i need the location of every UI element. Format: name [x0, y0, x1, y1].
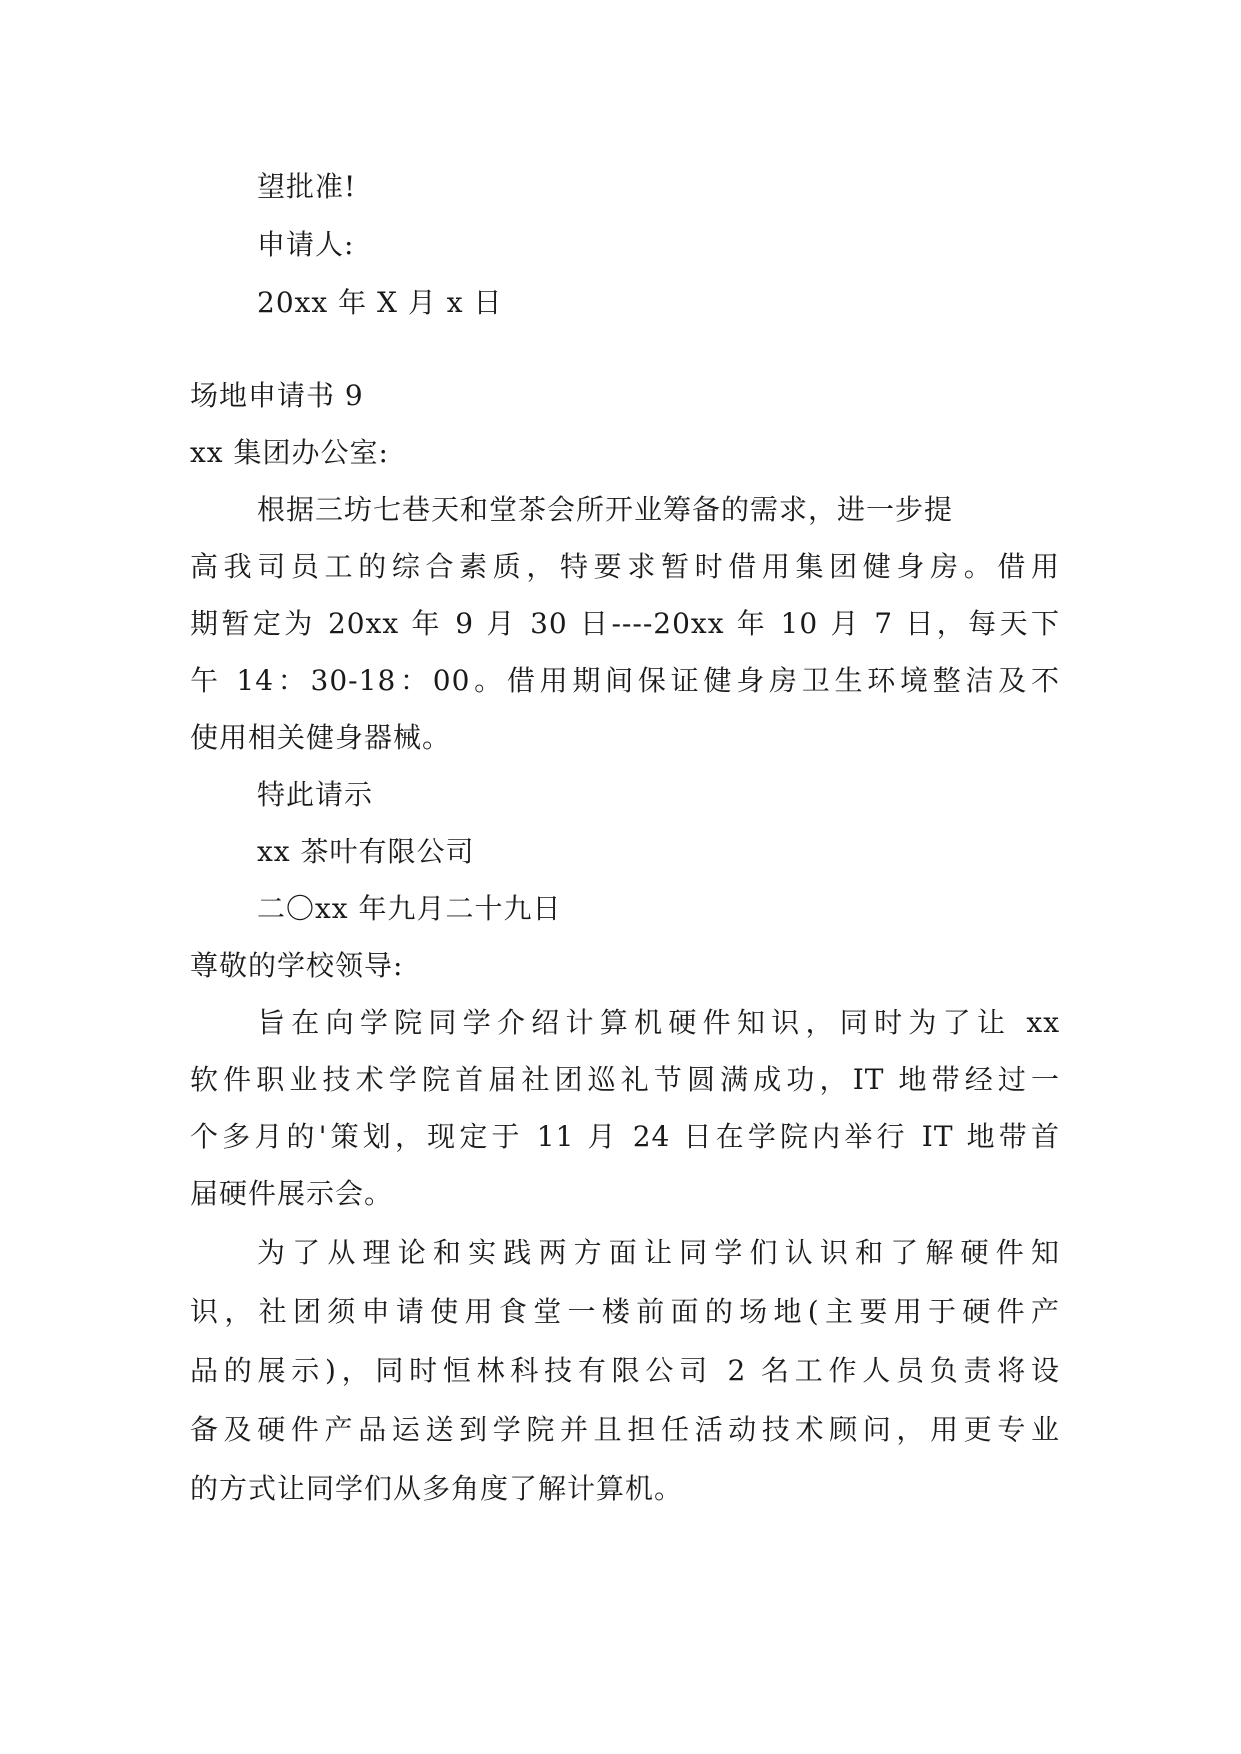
- section-title: 场地申请书 9: [190, 379, 364, 412]
- company-name-line: xx 茶叶有限公司: [257, 835, 475, 868]
- body-paragraph-line: 根据三坊七巷天和堂茶会所开业筹备的需求，进一步提: [257, 493, 954, 526]
- paragraph-line: 的方式让同学们从多角度了解计算机。: [190, 1472, 684, 1505]
- paragraph-line: 届硬件展示会。: [190, 1177, 394, 1210]
- paragraph-line: 软件职业技术学院首届社团巡礼节圆满成功，IT 地带经过一: [190, 1063, 1060, 1096]
- paragraph-line: 为了从理论和实践两方面让同学们认识和了解硬件知: [257, 1236, 1060, 1269]
- request-closing-line: 特此请示: [257, 778, 374, 811]
- paragraph-line: 个多月的'策划，现定于 11 月 24 日在学院内举行 IT 地带首: [190, 1120, 1060, 1153]
- body-paragraph-line: 午 14：30-18：00。借用期间保证健身房卫生环境整洁及不: [190, 664, 1060, 697]
- signature-date-line: 二〇xx 年九月二十九日: [257, 892, 562, 925]
- approval-request-line: 望批准!: [257, 170, 357, 203]
- body-paragraph-line: 高我司员工的综合素质，特要求暂时借用集团健身房。借用: [190, 550, 1060, 583]
- salutation-line: 尊敬的学校领导:: [190, 949, 404, 982]
- body-paragraph-line: 使用相关健身器械。: [190, 721, 452, 754]
- body-paragraph-line: 期暂定为 20xx 年 9 月 30 日----20xx 年 10 月 7 日，每天下: [190, 607, 1060, 640]
- applicant-line: 申请人:: [257, 228, 355, 261]
- paragraph-line: 识，社团须申请使用食堂一楼前面的场地(主要用于硬件产: [190, 1295, 1060, 1328]
- recipient-line: xx 集团办公室:: [190, 436, 389, 469]
- closing-date-line: 20xx 年 X 月 x 日: [257, 286, 503, 319]
- paragraph-line: 品的展示)，同时恒林科技有限公司 2 名工作人员负责将设: [190, 1354, 1060, 1387]
- paragraph-line: 备及硬件产品运送到学院并且担任活动技术顾问，用更专业: [190, 1413, 1060, 1446]
- paragraph-line: 旨在向学院同学介绍计算机硬件知识，同时为了让 xx: [257, 1006, 1060, 1039]
